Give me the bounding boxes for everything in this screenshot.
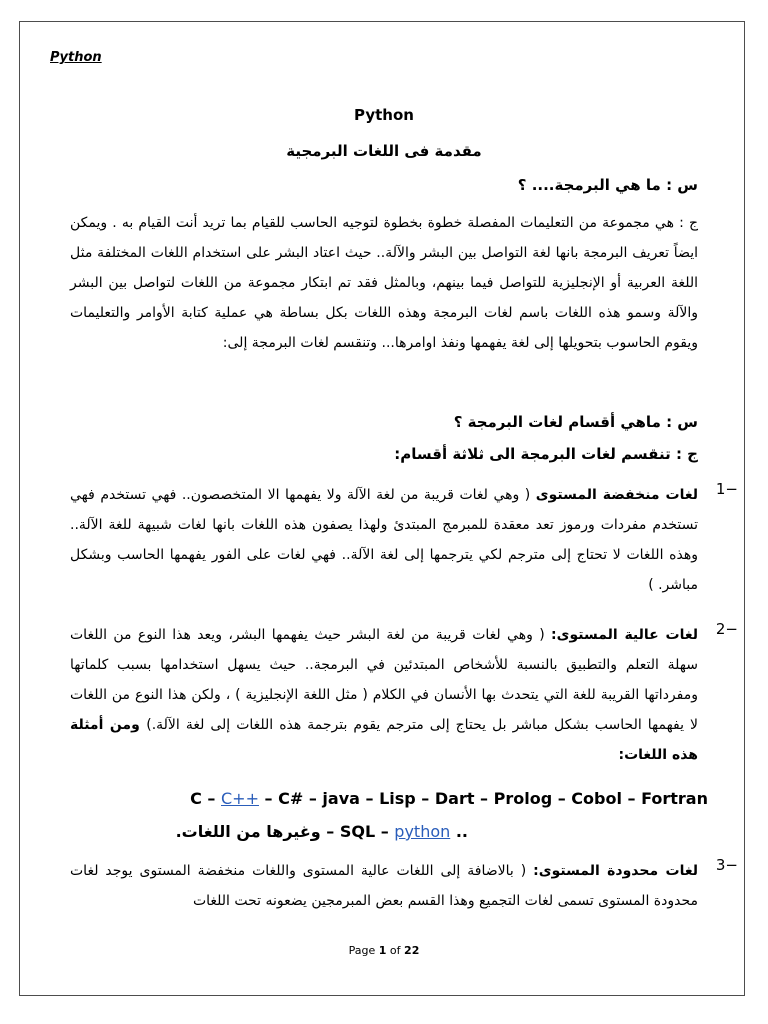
- page-footer: [0, 944, 768, 957]
- item-heading: لغات محدودة المستوى:: [533, 863, 699, 879]
- item-text: ( وهي لغات قريبة من لغة الآلة ولا يفهمها الا المتخصصون.. فهي تستخدم فهي تستخدم مفردات ورموز تعد معقدة للمبرمج المبتدئ ولهذا يصفون هذه اللغات بانها لغات شبيهة للغة الآلة.. وهذه اللغات لا تحتاج إلى مترجم لكي يترجمها إلى لغة الآلة.. فهي لغات على الفور يفهمها الحاسب وبشكل مباشر. ): [70, 487, 698, 593]
- lang-dots: .. SQL –: [339, 822, 468, 841]
- item-number: 1−: [715, 480, 738, 498]
- answer-2: ج : تنقسم لغات البرمجة الى ثلاثة أقسام:: [394, 445, 698, 463]
- item-tail: ومن أمثلة هذه اللغات:: [70, 717, 698, 763]
- lang-more: – وغيرها من اللغات.: [175, 822, 340, 841]
- question-2: س : ماهي أقسام لغات البرمجة ؟: [453, 413, 698, 431]
- lang-rest: – C# – java – Lisp – Dart – Prolog – Cobol – Fortran: [258, 789, 708, 808]
- python-link[interactable]: python: [394, 822, 451, 841]
- footer-page: 1: [378, 944, 387, 957]
- languages-line-1: [190, 789, 708, 808]
- item-heading: لغات منخفضة المستوى: [535, 487, 699, 503]
- intro-paragraph: ج : هي مجموعة من التعليمات المفصلة خطوة بخطوة لتوجيه الحاسب للقيام بما تريد أنت القيام به . ويمكن ايضاً تعريف البرمجة بانها لغة التواصل بين البشر والآلة.. حيث اعتاد البشر على استخدام اللغات المختلفة مثل اللغة العربية أو الإنجليزية للتواصل فيما بينهم، وبالمثل فقد تم ابتكار مجموعة من اللغات لتواصل بين البشر والآلة وسمو هذه اللغات باسم لغات البرمجة وهذه اللغات بكل بساطة هي عملية كتابة الأوامر والتعليمات ويقوم الحاسوب بتحويلها إلى لغة يفهمها ونفذ اوامرها... وتنقسم لغات البرمجة إلى:: [70, 215, 698, 351]
- item-body: [70, 620, 698, 770]
- footer-of: of: [386, 944, 405, 957]
- item-body: [70, 480, 698, 600]
- item-number: 3−: [715, 856, 738, 874]
- item-text: ( وهي لغات قريبة من لغة البشر حيث يفهمها البشر، ويعد هذا النوع من اللغات سهلة التعلم والتطبيق بالنسبة للأشخاص المبتدئين في البرمجة.. حيث يسهل استخدامها بسبب كلماتها ومفرداتها القريبة للغة التي يتحدث بها الأنسان في الكلام ( مثل اللغة الإنجليزية ) ، ولكن هذا النوع من اللغات لا يفهمها الحاسب بشكل مباشر بل يحتاج إلى مترجم يقوم بترجمة هذه اللغات إلى لغة الآلة.): [70, 627, 698, 733]
- item-text: ( بالاضافة إلى اللغات عالية المستوى واللغات منخفضة المستوى يوجد لغات محدودة المستوى تسمى لغات التجميع وهذا القسم بعض المبرمجين يضعونه تحت اللغات: [70, 863, 698, 909]
- page-subtitle: مقدمة فى اللغات البرمجية: [286, 142, 482, 160]
- languages-line-2: [176, 822, 468, 841]
- footer-prefix: Page: [348, 944, 379, 957]
- item-body: [70, 856, 698, 916]
- item-number: 2−: [715, 620, 738, 638]
- lang-c: C –: [190, 789, 221, 808]
- cpp-link[interactable]: C++: [221, 789, 259, 808]
- footer-total: 22: [404, 944, 420, 957]
- page-title: Python: [354, 106, 414, 124]
- question-1: س : ما هي البرمجة.... ؟: [517, 176, 698, 194]
- item-heading: لغات عالية المستوى:: [551, 627, 699, 643]
- header-label: Python: [50, 50, 102, 65]
